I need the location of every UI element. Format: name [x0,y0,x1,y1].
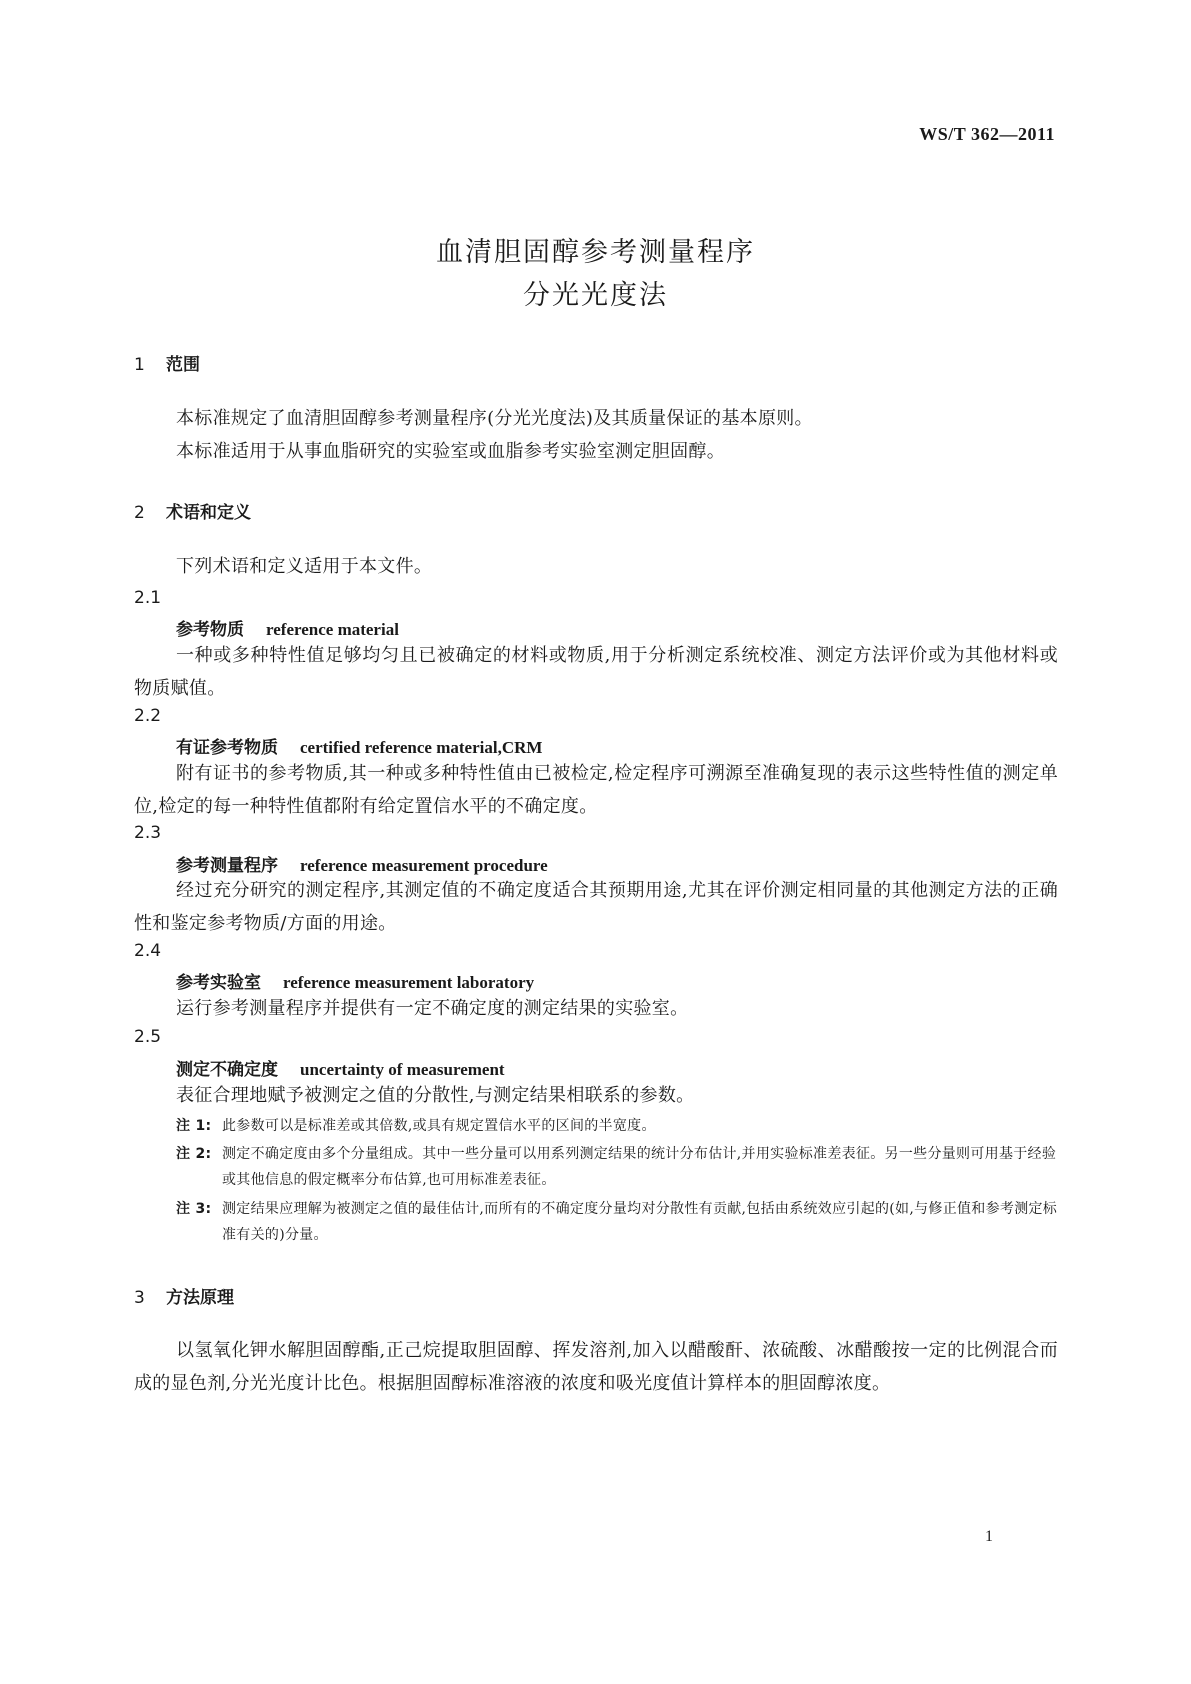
term-zh: 参考测量程序 [176,856,278,876]
note-label: 注 2: [176,1146,212,1162]
clause-number: 2.1 [134,588,162,608]
term-heading [176,615,399,640]
document-subtitle: 分光光度法 [523,280,668,311]
page-number: 1 [985,1528,993,1545]
clause-number: 2.2 [134,706,162,726]
note-label: 注 3: [176,1201,212,1217]
term-zh: 测定不确定度 [176,1060,278,1080]
term-heading [176,851,548,876]
term-en: reference measurement laboratory [283,973,535,992]
term-definition: 经过充分研究的测定程序,其测定值的不确定度适合其预期用途,尤其在评价测定相同量的其他测定方法的正确性和鉴定参考物质/方面的用途。 [134,880,1058,934]
standard-code: WS/T 362—2011 [919,124,1055,144]
section-number: 1 [134,355,145,375]
note-text: 测定不确定度由多个分量组成。其中一些分量可以用系列测定结果的统计分布估计,并用实验标准差表征。另一些分量则可用基于经验或其他信息的假定概率分布估算,也可用标准差表征。 [222,1146,1057,1188]
term-definition: 表征合理地赋予被测定之值的分散性,与测定结果相联系的参数。 [176,1085,695,1106]
section-title: 术语和定义 [166,503,251,523]
term-zh: 参考物质 [176,620,244,640]
note [176,1141,1060,1193]
section-3-heading [134,1283,234,1308]
term-definition: 一种或多种特性值足够均匀且已被确定的材料或物质,用于分析测定系统校准、测定方法评价或为其他材料或物质赋值。 [134,645,1058,699]
term-en: reference measurement procedure [300,856,548,875]
clause-number: 2.5 [134,1027,162,1047]
clause-number: 2.4 [134,941,162,961]
term-definition: 附有证书的参考物质,其一种或多种特性值由已被检定,检定程序可溯源至准确复现的表示这些特性值的测定单位,检定的每一种特性值都附有给定置信水平的不确定度。 [134,763,1058,817]
section-3-paragraph: 以氢氧化钾水解胆固醇酯,正己烷提取胆固醇、挥发溶剂,加入以醋酸酐、浓硫酸、冰醋酸按一定的比例混合而成的显色剂,分光光度计比色。根据胆固醇标准溶液的浓度和吸光度值计算样本的胆固醇浓度。 [134,1340,1058,1394]
note-text: 此参数可以是标准差或其倍数,或具有规定置信水平的区间的半宽度。 [222,1118,656,1134]
note [176,1113,1060,1139]
section-title: 范围 [166,355,200,375]
term-heading [176,733,542,758]
section-1-paragraph-1: 本标准规定了血清胆固醇参考测量程序(分光光度法)及其质量保证的基本原则。 [176,408,813,429]
section-2-intro: 下列术语和定义适用于本文件。 [176,556,433,577]
note [176,1196,1060,1248]
document-title: 血清胆固醇参考测量程序 [436,237,755,268]
section-1-paragraph-2: 本标准适用于从事血脂研究的实验室或血脂参考实验室测定胆固醇。 [176,441,725,462]
term-en: uncertainty of measurement [300,1060,505,1079]
section-1-heading [134,350,200,375]
note-text: 测定结果应理解为被测定之值的最佳估计,而所有的不确定度分量均对分散性有贡献,包括由系统效应引起的(如,与修正值和参考测定标准有关的)分量。 [222,1201,1058,1243]
clause-number: 2.3 [134,823,162,843]
term-en: certified reference material,CRM [300,738,543,757]
term-definition: 运行参考测量程序并提供有一定不确定度的测定结果的实验室。 [176,998,689,1019]
term-heading [176,968,534,993]
section-number: 3 [134,1288,145,1308]
note-label: 注 1: [176,1118,212,1134]
section-2-heading [134,498,251,523]
section-number: 2 [134,503,145,523]
section-title: 方法原理 [166,1288,234,1308]
term-en: reference material [266,620,399,639]
term-zh: 参考实验室 [176,973,261,993]
term-zh: 有证参考物质 [176,738,278,758]
term-heading [176,1055,505,1080]
